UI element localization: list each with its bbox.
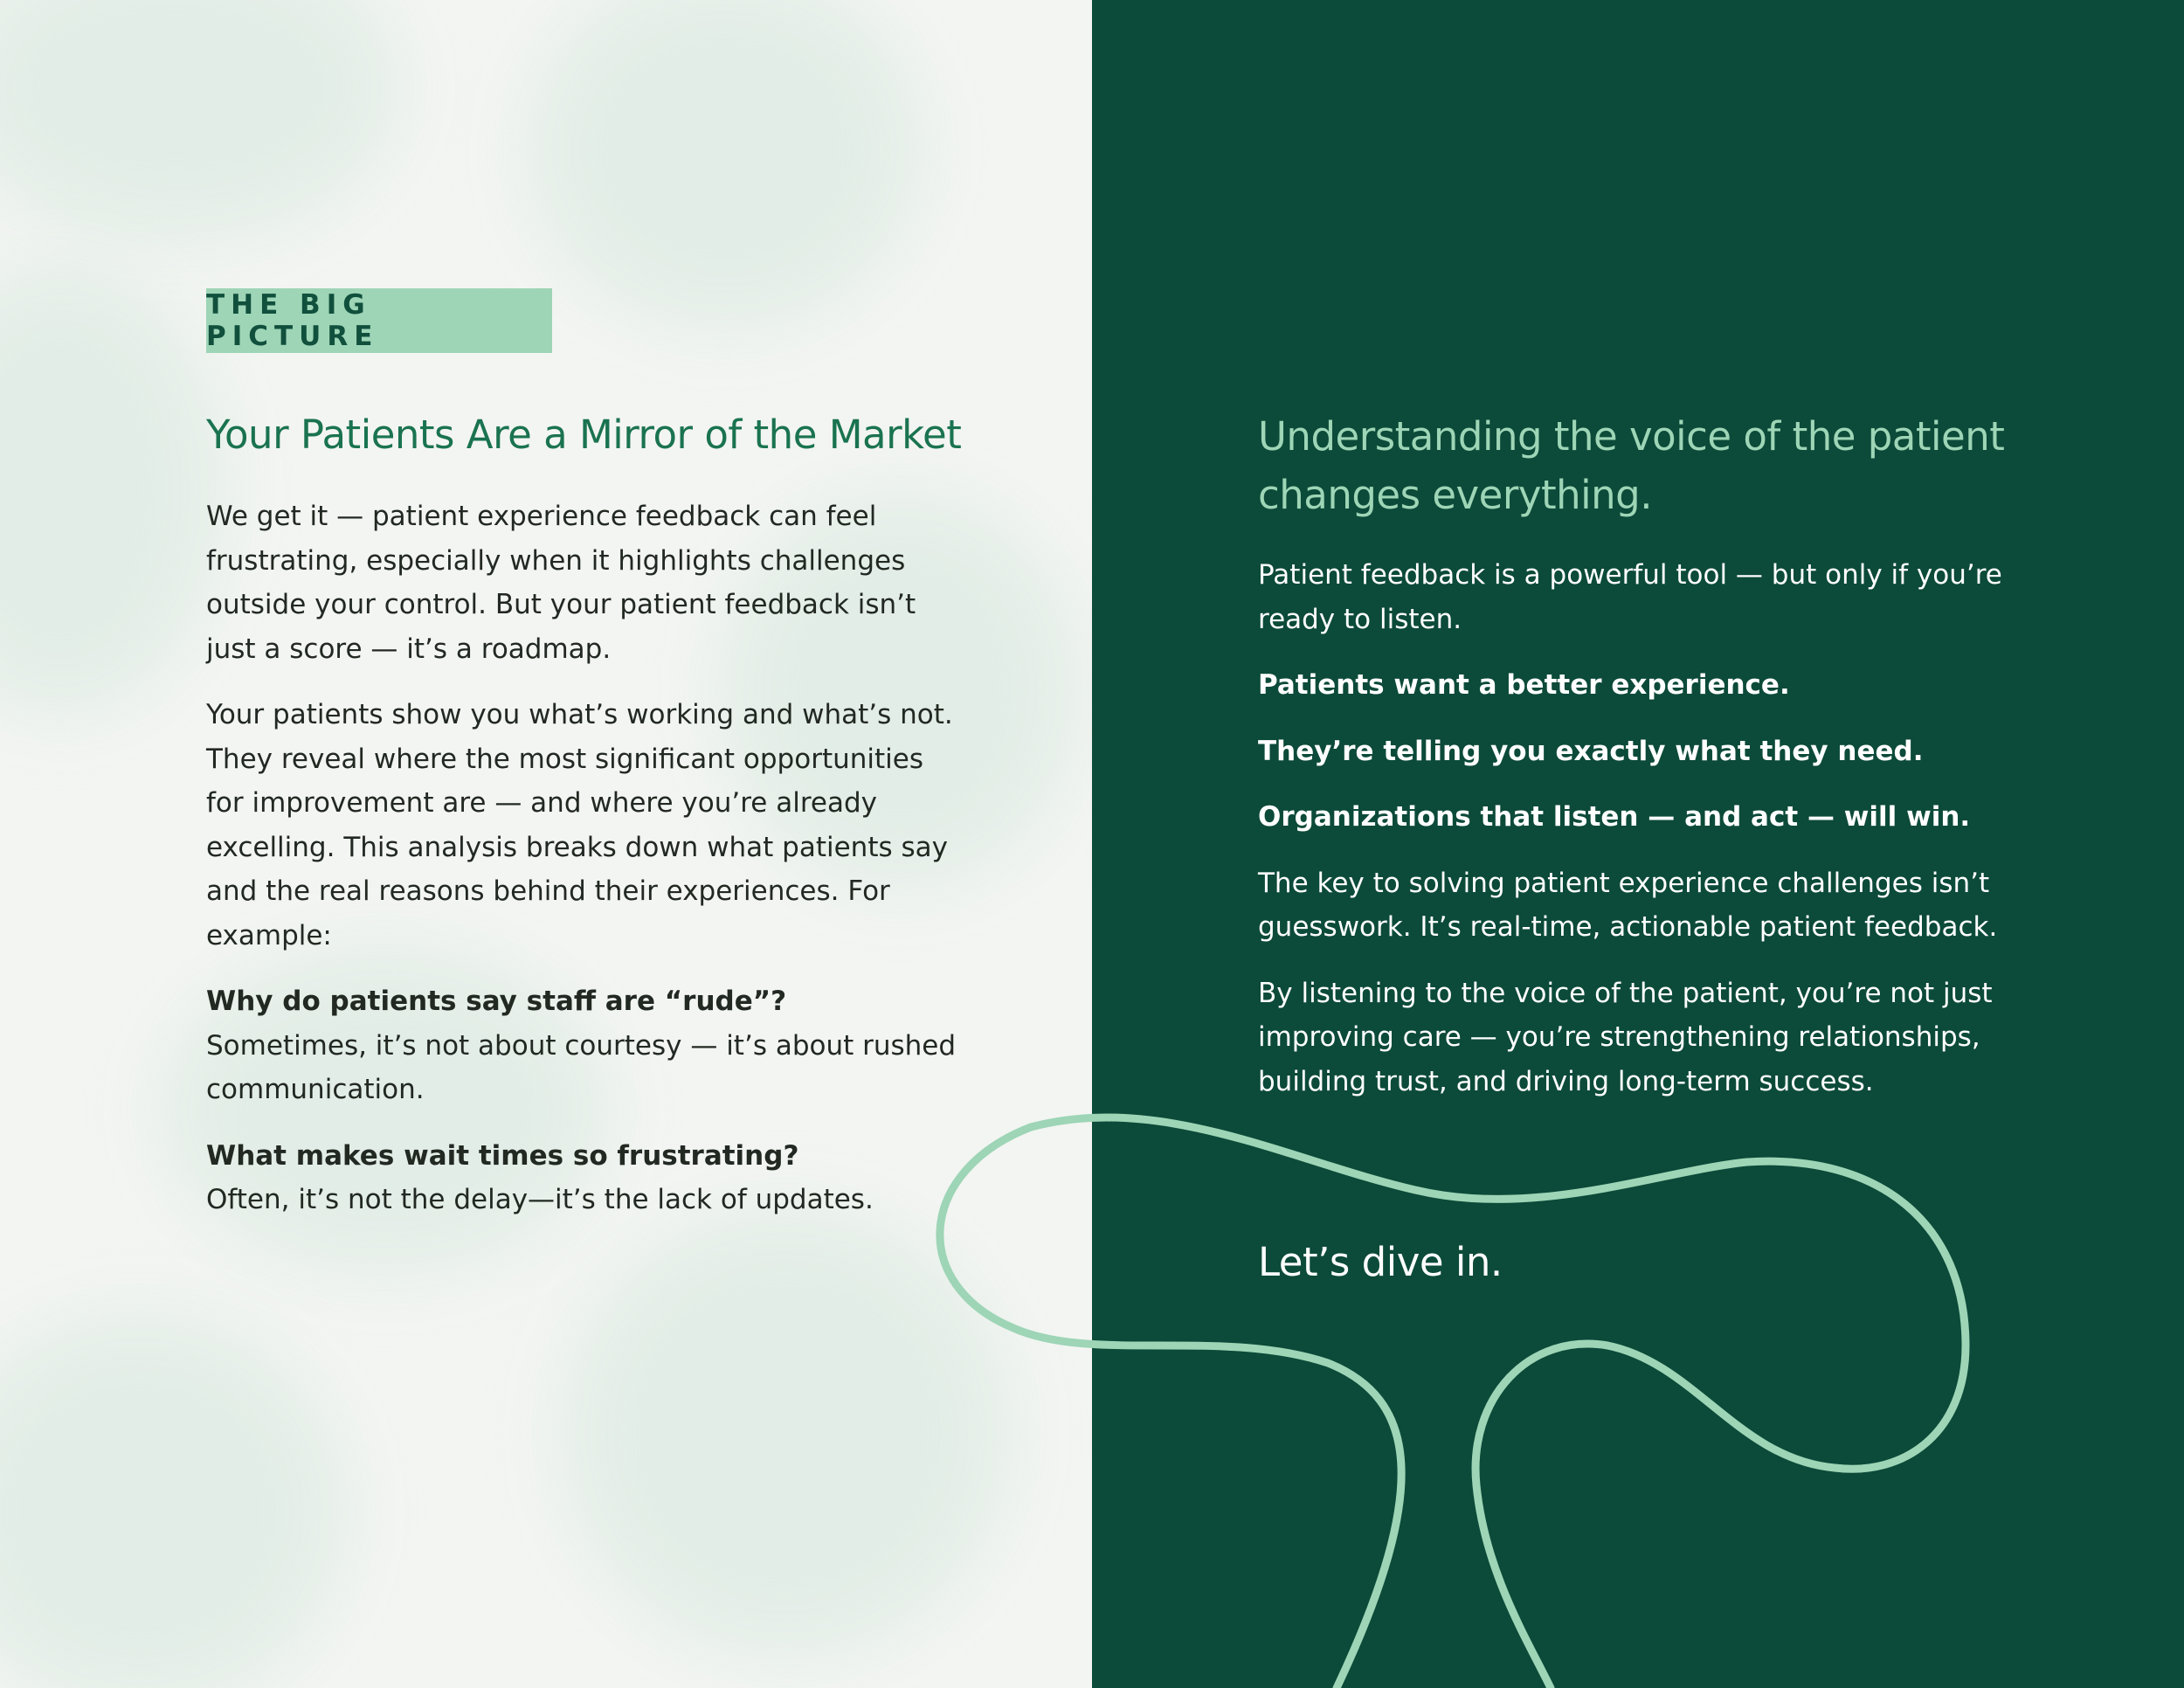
background-blob <box>0 1311 349 1688</box>
left-body <box>206 495 966 1244</box>
background-blob <box>559 1206 1013 1660</box>
body-paragraph: Your patients show you what’s working and what’s not. They reveal where the most significant opportunities for improvement are — and where you’re already excelling. This analysis breaks down what patients say and the real reasons behind their experiences. For example: <box>206 699 953 951</box>
qa-question: What makes wait times so frustrating? <box>206 1139 799 1172</box>
left-title: Your Patients Are a Mirror of the Market <box>206 412 962 458</box>
qa-answer: Sometimes, it’s not about courtesy — it’s about rushed communication. <box>206 1029 957 1105</box>
closing-text: Let’s dive in. <box>1258 1239 1503 1285</box>
bold-line: Organizations that listen — and act — will win. <box>1258 801 1971 833</box>
qa-block <box>206 1134 966 1222</box>
qa-question: Why do patients say staff are “rude”? <box>206 986 787 1017</box>
background-blob <box>0 262 227 716</box>
bold-line: Patients want a better experience. <box>1258 669 1790 701</box>
body-paragraph: We get it — patient experience feedback can feel frustrating, especially when it highlights challenges outside your control. But your patient feedback isn’t just a score — it’s a roadmap. <box>206 501 916 665</box>
right-title: Understanding the voice of the patient changes everything. <box>1258 413 2005 518</box>
qa-answer: Often, it’s not the delay—it’s the lack of updates. <box>206 1184 874 1215</box>
qa-block <box>206 979 966 1112</box>
intro-paragraph: Patient feedback is a powerful tool — but only if you’re ready to listen. <box>1258 559 2002 635</box>
body-paragraph: The key to solving patient experience challenges isn’t guesswork. It’s real-time, actionable patient feedback. <box>1258 867 1998 943</box>
section-label <box>206 288 552 353</box>
body-paragraph: By listening to the voice of the patient, you’re not just improving care — you’re strengthening relationships, building trust, and driving long-term success. <box>1258 977 1993 1097</box>
section-label-text: THE BIG PICTURE <box>206 289 379 352</box>
background-blob <box>524 0 926 332</box>
background-blob <box>0 0 402 245</box>
right-body <box>1258 553 2027 1125</box>
bold-line: They’re telling you exactly what they need. <box>1258 735 1924 767</box>
